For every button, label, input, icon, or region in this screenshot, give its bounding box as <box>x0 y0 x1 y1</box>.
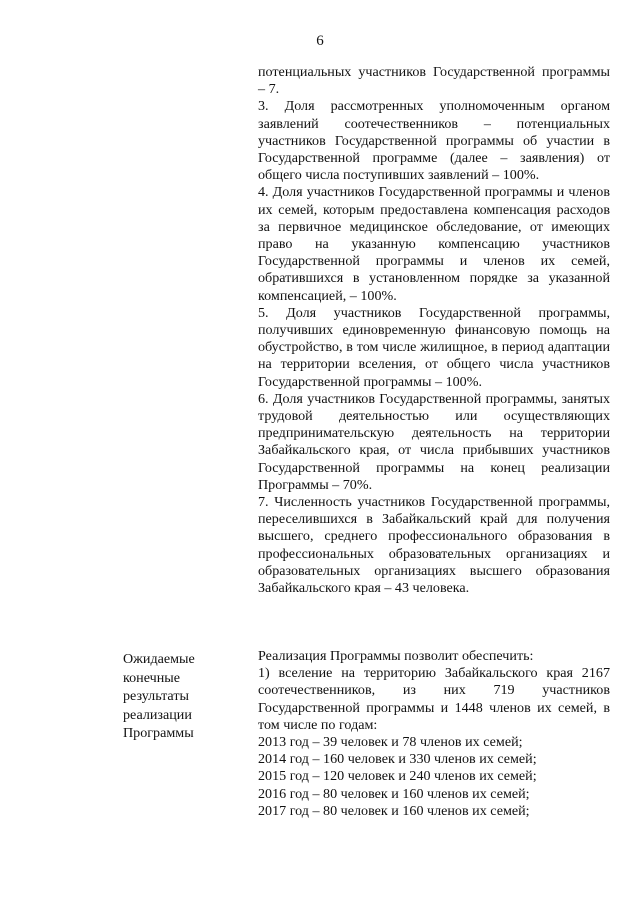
indicator-paragraph: 5. Доля участников Государственной программы, получивших единовременную финансовую помощь на обустройство, в том числе жилищное, в период адаптации на территории вселения, от общего числа участников Государственной программы – 100%. <box>258 304 610 390</box>
label-line: Программы <box>123 725 194 741</box>
page-number: 6 <box>316 33 324 49</box>
indicator-paragraph: потенциальных участников Государственной программы – 7. <box>258 64 610 98</box>
expected-results-label <box>123 650 218 743</box>
results-intro: Реализация Программы позволит обеспечить: <box>258 648 534 664</box>
indicator-paragraph: 3. Доля рассмотренных уполномоченным органом заявлений соотечественников – потенциальных участников Государственной программы об участии в Государственной программе (далее – заявления) от общего числа поступивших заявлений – 100%. <box>258 98 610 184</box>
year-line: 2017 год – 80 человек и 160 членов их семей; <box>258 802 530 819</box>
year-line: 2014 год – 160 человек и 330 членов их семей; <box>258 751 537 768</box>
indicator-paragraph: 4. Доля участников Государственной программы и членов их семей, которым предоставлена компенсация расходов за первичное медицинское обследование, от имеющих право на указанную компенсацию участников Государственной программы и членов их семей, обратившихся в установленном порядке за указанной компенсацией, – 100%. <box>258 184 610 304</box>
target-indicators-block <box>258 64 610 597</box>
label-line: реализации <box>123 706 192 723</box>
expected-results-block <box>258 648 610 820</box>
indicator-paragraph: 7. Численность участников Государственной программы, переселившихся в Забайкальский край для получения высшего, среднего профессионального образования в профессиональных образовательных организациях и образовательных организациях высшего образования Забайкальского края – 43 человека. <box>258 494 610 597</box>
indicator-paragraph: 6. Доля участников Государственной программы, занятых трудовой деятельностью или осуществляющих предпринимательскую деятельность на территории Забайкальского края, от числа прибывших участников Государственной программы на конец реализации Программы – 70%. <box>258 390 610 493</box>
label-line: результаты <box>123 688 189 704</box>
year-line: 2016 год – 80 человек и 160 членов их семей; <box>258 785 530 802</box>
year-line: 2013 год – 39 человек и 78 членов их семей; <box>258 734 523 751</box>
label-line: Ожидаемые <box>123 651 195 667</box>
year-line: 2015 год – 120 человек и 240 членов их семей; <box>258 768 537 785</box>
label-line: конечные <box>123 669 180 686</box>
results-item-1: 1) вселение на территорию Забайкальского края 2167 соотечественников, из них 719 участников Государственной программы и 1448 членов их семей, в том числе по годам: <box>258 665 610 733</box>
